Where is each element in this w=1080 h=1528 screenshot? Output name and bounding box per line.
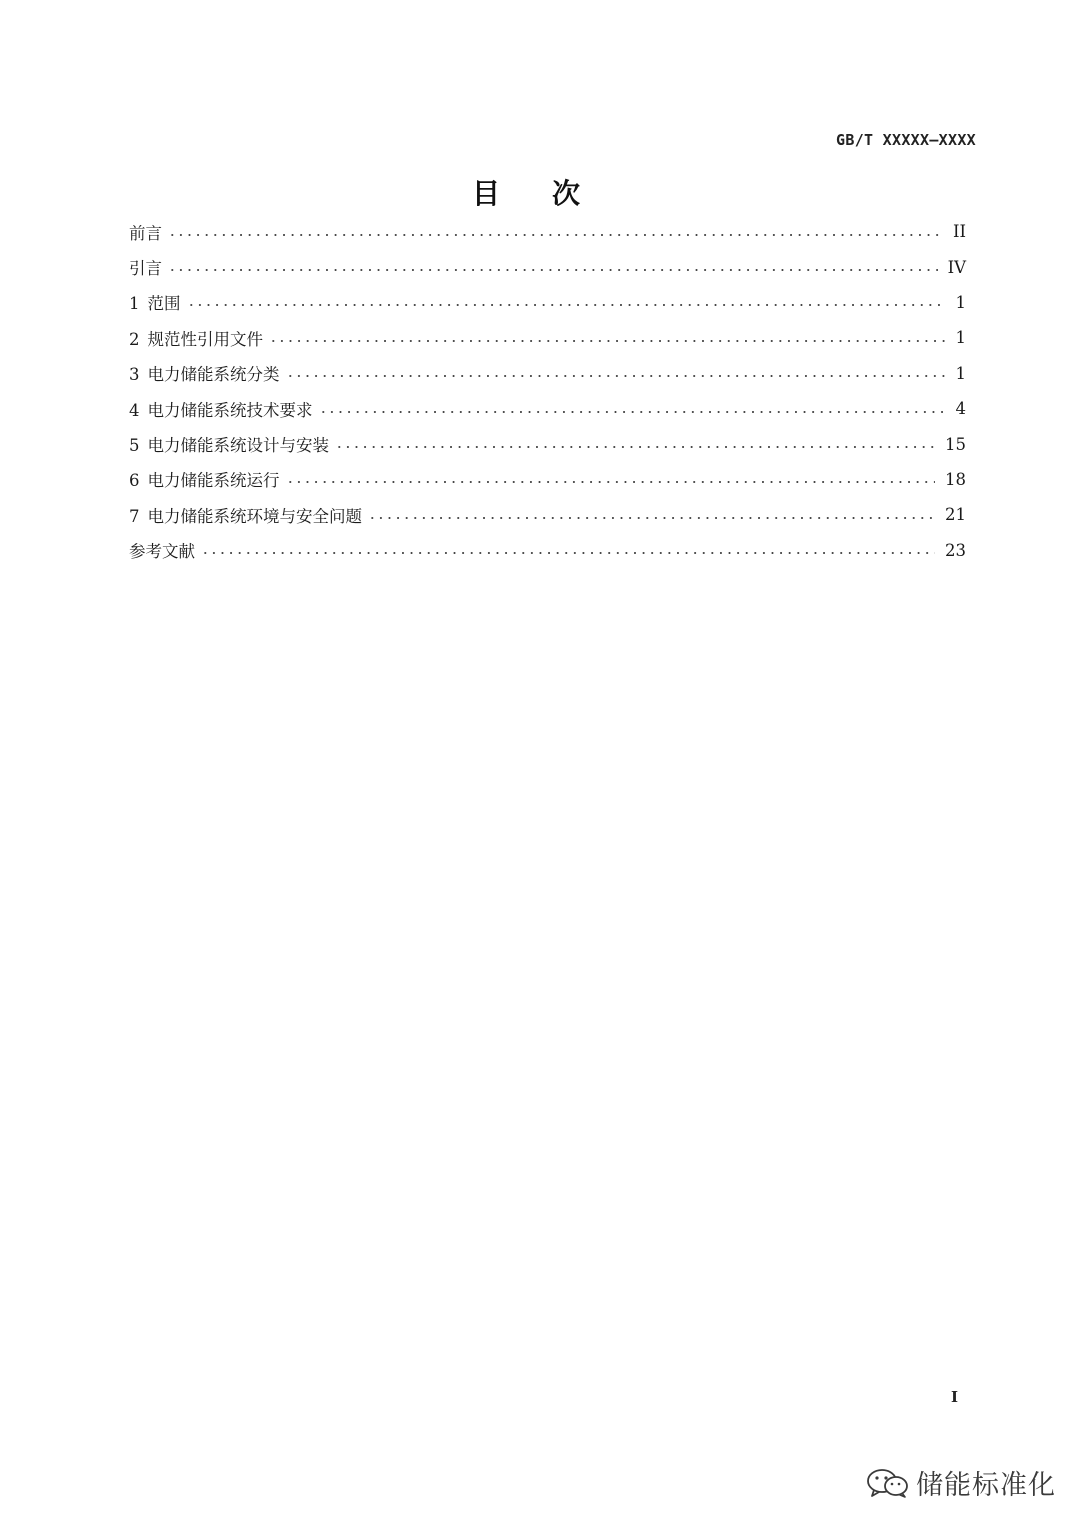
toc-leader-dots (269, 339, 946, 343)
toc-entry-number: 7 (129, 506, 140, 526)
toc-entry-label-wrap (129, 290, 181, 314)
toc-entry-page: 1 (955, 363, 966, 383)
toc-entry-page: 15 (945, 434, 966, 454)
toc-entry-label-wrap (129, 432, 329, 456)
toc-leader-dots (168, 268, 938, 272)
toc-entry-4[interactable] (129, 391, 966, 426)
toc-entry-number: 2 (129, 329, 140, 349)
toc-entry-page: 4 (955, 399, 966, 419)
toc-entry-number: 6 (129, 471, 140, 491)
toc-leader-dots (187, 303, 946, 307)
toc-entry-page: 23 (945, 540, 966, 560)
table-of-contents (129, 214, 966, 568)
toc-entry-label: 电力储能系统运行 (147, 471, 280, 491)
toc-leader-dots (335, 445, 935, 449)
toc-entry-page: 21 (945, 505, 966, 525)
toc-entry-number: 5 (129, 436, 140, 456)
toc-entry-label: 范围 (147, 294, 181, 314)
toc-leader-dots (201, 551, 935, 555)
toc-entry-page: 18 (945, 469, 966, 489)
toc-entry-1[interactable] (129, 285, 966, 320)
toc-entry-label: 规范性引用文件 (147, 329, 263, 349)
toc-entry-label-wrap (129, 361, 280, 385)
watermark-text: 储能标准化 (916, 1470, 1056, 1501)
toc-entry-page: 1 (955, 328, 966, 348)
toc-entry-preface[interactable] (129, 214, 966, 249)
toc-leader-dots (286, 374, 946, 378)
toc-leader-dots (286, 480, 936, 484)
toc-entry-label: 电力储能系统分类 (147, 365, 280, 385)
toc-entry-5[interactable] (129, 426, 966, 461)
watermark (866, 1463, 1056, 1502)
toc-entry-7[interactable] (129, 497, 966, 532)
toc-entry-label: 前言 (129, 223, 162, 243)
toc-entry-page: II (952, 222, 966, 242)
toc-entry-references[interactable] (129, 533, 966, 568)
toc-leader-dots (168, 233, 943, 237)
toc-entry-page: IV (947, 257, 966, 277)
toc-entry-2[interactable] (129, 320, 966, 355)
toc-entry-number: 3 (129, 365, 140, 385)
toc-entry-label: 电力储能系统技术要求 (147, 400, 313, 420)
toc-entry-label-wrap (129, 467, 280, 491)
toc-entry-number: 1 (129, 294, 140, 314)
toc-entry-label: 引言 (129, 259, 162, 279)
toc-entry-introduction[interactable] (129, 249, 966, 284)
toc-title: 目次 (471, 177, 632, 210)
toc-entry-label-wrap (129, 326, 263, 350)
toc-leader-dots (368, 516, 935, 520)
toc-entry-page: 1 (955, 292, 966, 312)
toc-entry-3[interactable] (129, 356, 966, 391)
toc-entry-label: 参考文献 (129, 542, 195, 562)
document-code: GB/T XXXXX—XXXX (836, 131, 976, 149)
toc-entry-label: 电力储能系统设计与安装 (147, 436, 329, 456)
toc-entry-number: 4 (129, 400, 140, 420)
page-number: I (951, 1388, 959, 1406)
toc-leader-dots (319, 410, 946, 414)
toc-entry-label: 电力储能系统环境与安全问题 (147, 506, 362, 526)
toc-entry-label-wrap (129, 397, 313, 421)
toc-entry-label-wrap (129, 503, 362, 527)
toc-entry-6[interactable] (129, 462, 966, 497)
wechat-icon (866, 1468, 910, 1498)
